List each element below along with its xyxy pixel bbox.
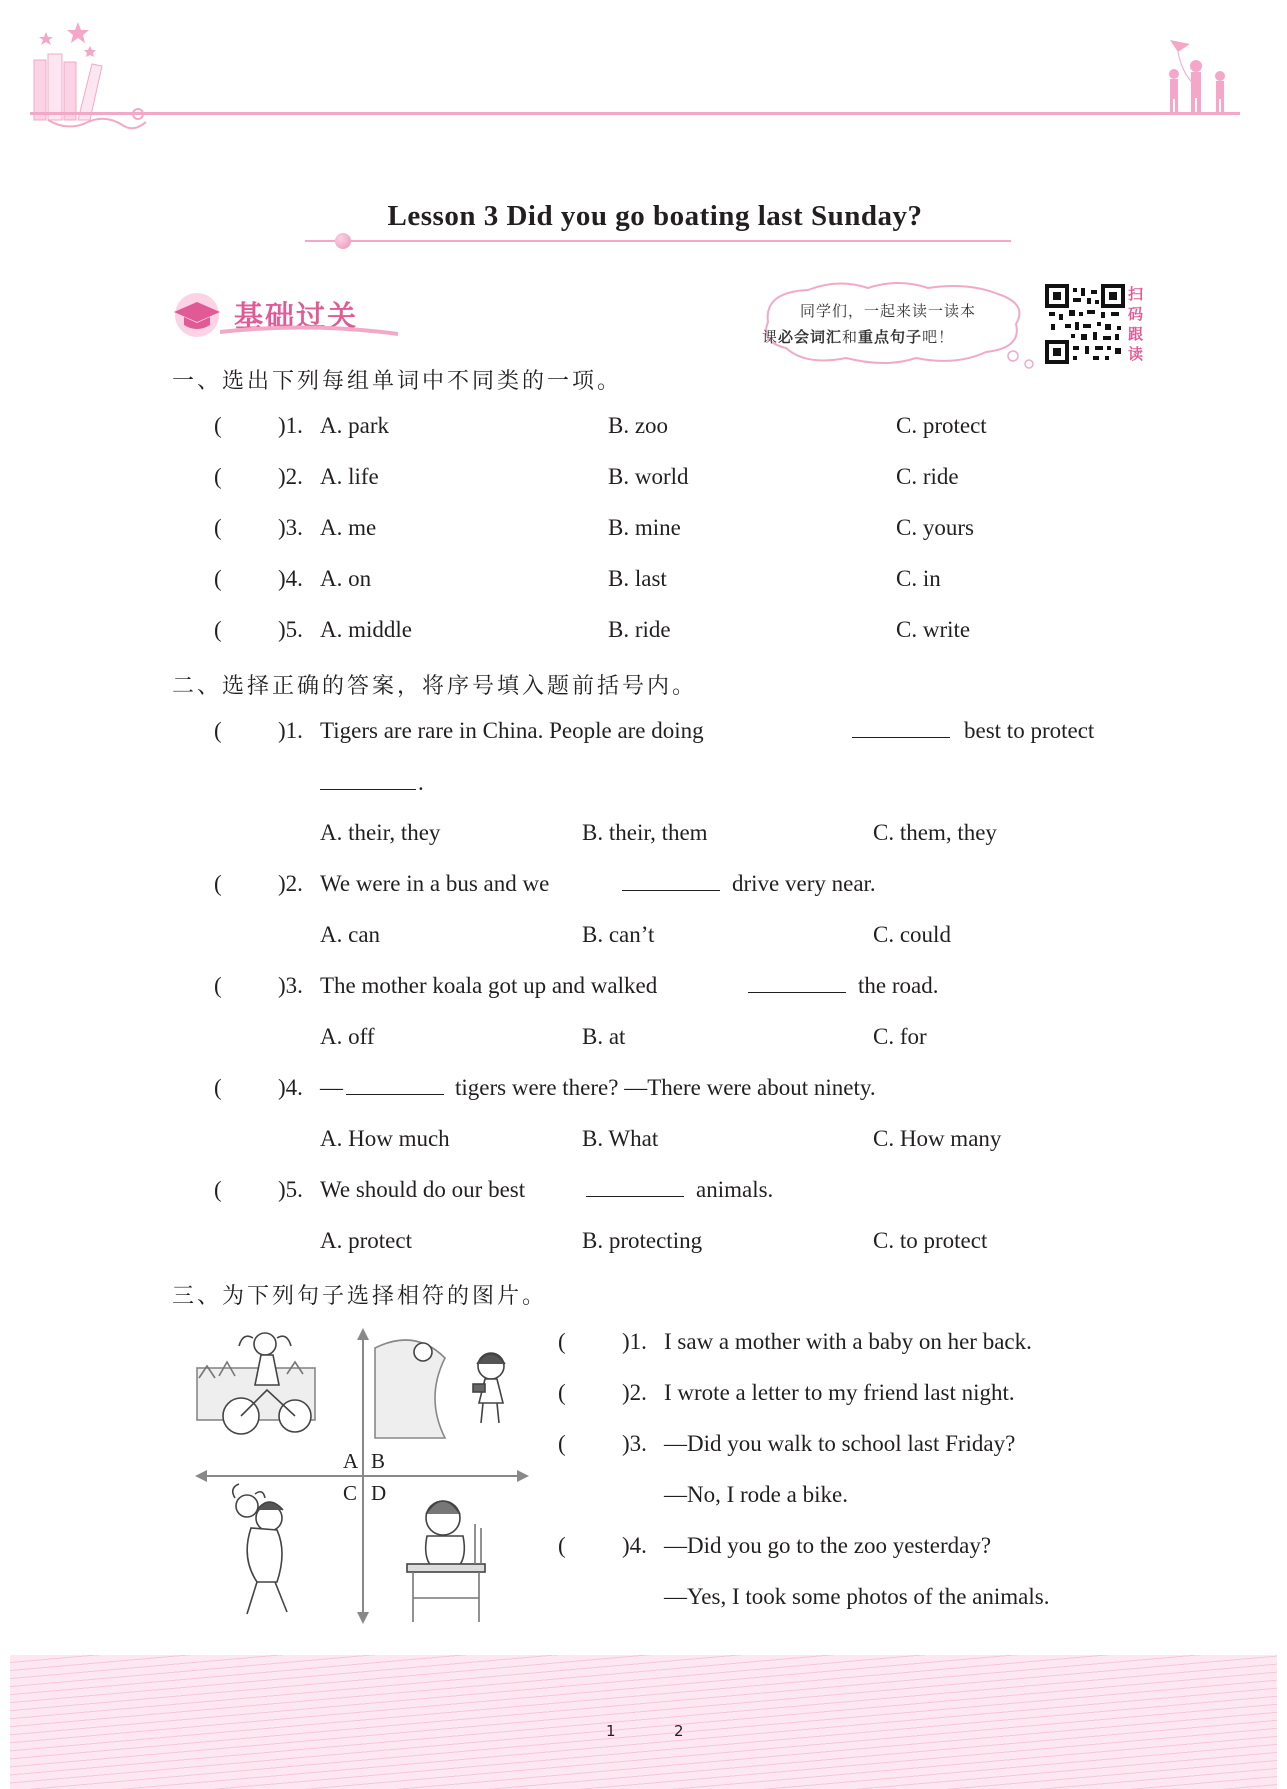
q2-num: )2. (278, 871, 303, 896)
option-b: B. ride (608, 617, 671, 642)
footer-band (10, 1655, 1277, 1789)
answer-paren[interactable]: ( (558, 1380, 566, 1405)
title-dot-icon (335, 233, 351, 249)
q3-blank[interactable] (748, 973, 846, 999)
item-num: )2. (278, 464, 303, 489)
q2-blank[interactable] (622, 871, 720, 897)
option-c: C. protect (896, 413, 987, 438)
badge-swoosh (220, 324, 400, 338)
answer-paren[interactable]: ( (214, 464, 222, 489)
q1-option-a: A. their, they (320, 820, 441, 845)
section-badge-title: 基础过关 (234, 299, 359, 333)
q5-option-c: C. to protect (873, 1228, 988, 1253)
picture-b-boy-taking-photos (375, 1340, 505, 1438)
option-b: B. mine (608, 515, 681, 540)
option-c: C. in (896, 566, 941, 591)
q1-blank-2[interactable] (320, 770, 416, 796)
q5-text-pre: We should do our best (320, 1177, 526, 1202)
q4-option-a: A. How much (320, 1126, 450, 1151)
item-num: )2. (622, 1380, 647, 1405)
q5-num: )5. (278, 1177, 303, 1202)
q2-text-post: drive very near. (732, 871, 876, 896)
cloud-text-line2: 课必会词汇和重点句子吧！ (762, 328, 955, 346)
section-badge (170, 288, 400, 342)
header-rule (30, 112, 1240, 115)
q2-option-b: B. can’t (582, 922, 655, 947)
lesson-title: Lesson 3 Did you go boating last Sunday? (387, 200, 923, 232)
cloud-text-line1: 同学们，一起来读一读本 (800, 302, 977, 320)
option-b: B. world (608, 464, 689, 489)
option-a: A. me (320, 515, 377, 540)
label-d: D (371, 1481, 387, 1505)
q2-option-a: A. can (320, 922, 381, 947)
q4-option-b: B. What (582, 1126, 659, 1151)
section1-heading: 一、选出下列每组单词中不同类的一项。 (172, 369, 623, 394)
page-number-right: 2 (674, 1722, 684, 1740)
q5-option-a: A. protect (320, 1228, 412, 1253)
q4-option-c: C. How many (873, 1126, 1002, 1151)
q3-text-post: the road. (858, 973, 939, 998)
item-num: )1. (622, 1329, 647, 1354)
item-text: —Did you walk to school last Friday? (664, 1431, 1016, 1456)
answer-paren[interactable]: ( (558, 1431, 566, 1456)
option-a: A. park (320, 413, 389, 438)
answer-paren[interactable]: ( (214, 515, 222, 540)
answer-paren[interactable]: ( (214, 1075, 222, 1100)
q1-option-c: C. them, they (873, 820, 997, 845)
title-underline (305, 240, 1011, 242)
option-c: C. write (896, 617, 971, 642)
answer-paren[interactable]: ( (214, 413, 222, 438)
q5-blank[interactable] (586, 1177, 684, 1203)
item-text: I saw a mother with a baby on her back. (664, 1329, 1032, 1354)
answer-paren[interactable]: ( (214, 718, 222, 743)
q3-option-a: A. off (320, 1024, 375, 1049)
qr-code-icon[interactable] (1045, 284, 1125, 364)
item-num: )4. (278, 566, 303, 591)
option-c: C. ride (896, 464, 959, 489)
item-text: I wrote a letter to my friend last night. (664, 1380, 1015, 1405)
books-stars-decoration (28, 18, 158, 138)
answer-paren[interactable]: ( (214, 566, 222, 591)
section3-heading: 三、为下列句子选择相符的图片。 (172, 1284, 548, 1309)
item-num: )1. (278, 413, 303, 438)
item-text: —Did you go to the zoo yesterday? (664, 1533, 992, 1558)
answer-paren[interactable]: ( (558, 1533, 566, 1558)
label-c: C (343, 1481, 358, 1505)
q3-num: )3. (278, 973, 303, 998)
item-num: )3. (278, 515, 303, 540)
q3-option-c: C. for (873, 1024, 927, 1049)
item-text-2: —Yes, I took some photos of the animals. (664, 1584, 1050, 1609)
q3-text-pre: The mother koala got up and walked (320, 973, 658, 998)
answer-paren[interactable]: ( (214, 973, 222, 998)
option-b: B. last (608, 566, 667, 591)
q2-option-c: C. could (873, 922, 951, 947)
label-b: B (371, 1449, 386, 1473)
q1-num: )1. (278, 718, 303, 743)
option-c: C. yours (896, 515, 974, 540)
label-a: A (343, 1449, 359, 1473)
item-num: )4. (622, 1533, 647, 1558)
q4-blank[interactable] (346, 1075, 444, 1101)
answer-paren[interactable]: ( (214, 617, 222, 642)
option-a: A. on (320, 566, 372, 591)
page-number-left: 1 (606, 1722, 616, 1740)
scan-read-label: 扫 码 跟 读 (1128, 285, 1144, 363)
answer-paren[interactable]: ( (214, 1177, 222, 1202)
option-a: A. life (320, 464, 379, 489)
picture-grid (195, 1328, 535, 1628)
q1-text-end: . (418, 770, 424, 795)
item-text-2: —No, I rode a bike. (664, 1482, 848, 1507)
picture-c-mother-with-baby (233, 1484, 287, 1614)
q5-option-b: B. protecting (582, 1228, 703, 1253)
picture-a-girl-riding-bike (197, 1333, 315, 1434)
option-a: A. middle (320, 617, 412, 642)
q4-text-post: tigers were there? —There were about ninety. (455, 1075, 876, 1100)
q1-blank-1[interactable] (852, 718, 950, 744)
q4-num: )4. (278, 1075, 303, 1100)
picture-d-child-writing (407, 1501, 485, 1622)
children-kite-decoration (1160, 36, 1240, 116)
item-num: )3. (622, 1431, 647, 1456)
q1-text-pre: Tigers are rare in China. People are doing (320, 718, 704, 743)
graduation-cap-icon (170, 292, 224, 338)
answer-paren[interactable]: ( (214, 871, 222, 896)
q1-text-post: best to protect (964, 718, 1095, 743)
item-num: )5. (278, 617, 303, 642)
q3-option-b: B. at (582, 1024, 626, 1049)
q1-option-b: B. their, them (582, 820, 708, 845)
q2-text-pre: We were in a bus and we (320, 871, 550, 896)
option-b: B. zoo (608, 413, 669, 438)
q5-text-post: animals. (696, 1177, 774, 1202)
q4-text-pre: — (320, 1075, 343, 1100)
section2-heading: 二、选择正确的答案，将序号填入题前括号内。 (172, 674, 698, 699)
answer-paren[interactable]: ( (558, 1329, 566, 1354)
